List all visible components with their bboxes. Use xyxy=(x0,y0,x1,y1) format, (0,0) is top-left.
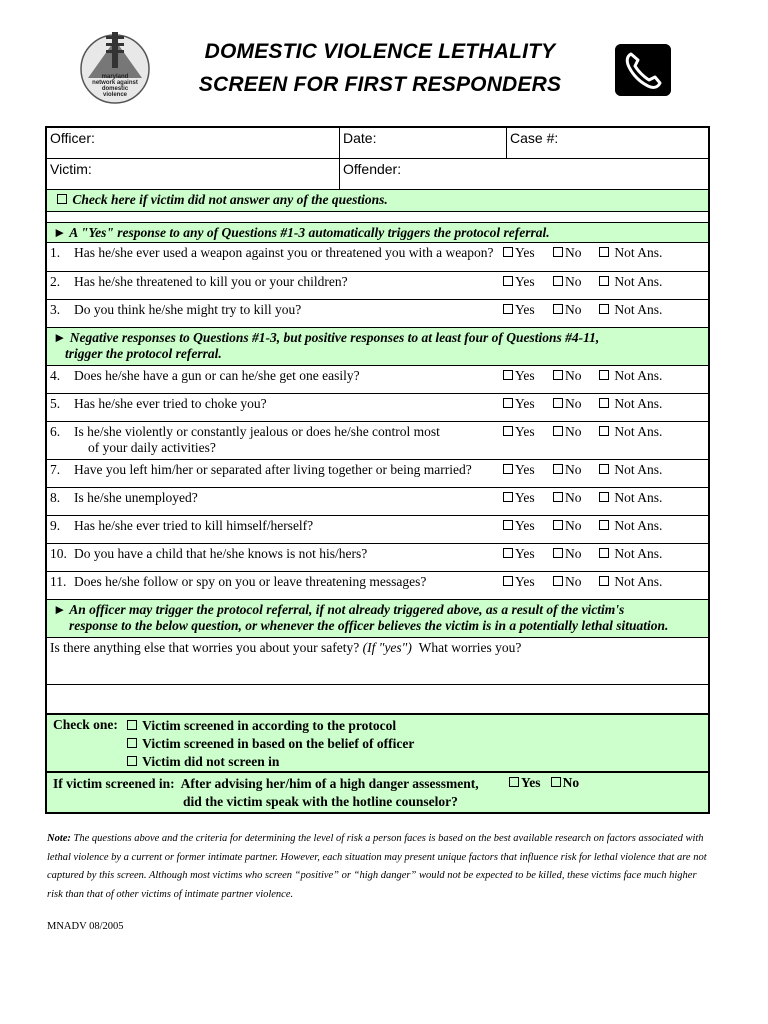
no-label: No xyxy=(565,274,582,289)
no-answer-row xyxy=(47,190,708,212)
question-number: 10. xyxy=(50,546,67,561)
check-one-label: Check one: xyxy=(53,717,118,732)
not-answered-checkbox[interactable] xyxy=(599,520,609,530)
banner-3-text-line2: response to the below question, or whenever the officer believes the victim is in a potentially lethal situation. xyxy=(69,618,669,633)
date-field[interactable]: Date: xyxy=(339,128,506,158)
not-answered-checkbox[interactable] xyxy=(599,464,609,474)
yes-checkbox[interactable] xyxy=(503,370,513,380)
worries-answer-field[interactable] xyxy=(47,685,708,715)
yes-label: Yes xyxy=(515,424,535,439)
case-number-field[interactable]: Case #: xyxy=(506,128,708,158)
no-checkbox[interactable] xyxy=(553,520,563,530)
question-text: Have you left him/her or separated after living together or being married? xyxy=(74,462,472,477)
yes-label: Yes xyxy=(515,462,535,477)
yes-checkbox[interactable] xyxy=(503,304,513,314)
question-row xyxy=(47,243,708,272)
no-label: No xyxy=(565,245,582,260)
not-answered-checkbox[interactable] xyxy=(599,247,609,257)
question-number: 5. xyxy=(50,396,61,411)
not-answered-label: Not Ans. xyxy=(614,368,663,383)
banner-questions-1-3 xyxy=(47,223,708,243)
officer-row xyxy=(47,128,708,159)
not-answered-label: Not Ans. xyxy=(614,396,663,411)
yes-checkbox[interactable] xyxy=(503,464,513,474)
question-row xyxy=(47,300,708,328)
hotline-no-checkbox[interactable] xyxy=(551,777,561,787)
question-row xyxy=(47,272,708,300)
no-checkbox[interactable] xyxy=(553,426,563,436)
screened-in-label: If victim screened in: xyxy=(53,776,175,791)
no-label: No xyxy=(565,424,582,439)
not-answered-label: Not Ans. xyxy=(614,245,663,260)
banner-2-text-line1: ► Negative responses to Questions #1-3, but positive responses to at least four of Questions #4-11, xyxy=(53,330,600,345)
not-answered-label: Not Ans. xyxy=(614,424,663,439)
question-row xyxy=(47,460,708,488)
page-title-line2: SCREEN FOR FIRST RESPONDERS xyxy=(198,73,562,96)
phone-icon xyxy=(615,44,671,96)
question-text: Is he/she unemployed? xyxy=(74,490,198,505)
victim-row xyxy=(47,159,708,190)
no-label: No xyxy=(565,462,582,477)
screened-protocol-label: Victim screened in according to the protocol xyxy=(142,718,397,733)
question-text: Do you have a child that he/she knows is not his/hers? xyxy=(74,546,368,561)
screened-in-line2: did the victim speak with the hotline counselor? xyxy=(183,794,458,809)
question-number: 6. xyxy=(50,424,61,439)
yes-checkbox[interactable] xyxy=(503,492,513,502)
no-answer-label: Check here if victim did not answer any of the questions. xyxy=(72,192,388,207)
question-text: Has he/she ever used a weapon against you or threatened you with a weapon? xyxy=(74,245,494,260)
question-text: Has he/she ever tried to kill himself/herself? xyxy=(74,518,314,533)
yes-label: Yes xyxy=(515,274,535,289)
screened-officer-label: Victim screened in based on the belief of officer xyxy=(142,736,415,751)
question-number: 11. xyxy=(50,574,67,589)
no-checkbox[interactable] xyxy=(553,276,563,286)
not-answered-label: Not Ans. xyxy=(614,274,663,289)
yes-checkbox[interactable] xyxy=(503,247,513,257)
screening-form xyxy=(45,126,710,814)
yes-checkbox[interactable] xyxy=(503,276,513,286)
question-number: 9. xyxy=(50,518,61,533)
not-answered-checkbox[interactable] xyxy=(599,276,609,286)
not-answered-checkbox[interactable] xyxy=(599,576,609,586)
yes-checkbox[interactable] xyxy=(503,520,513,530)
question-number: 4. xyxy=(50,368,61,383)
question-row xyxy=(47,366,708,394)
banner-officer-trigger xyxy=(47,600,708,638)
question-text: Is he/she violently or constantly jealous or does he/she control most xyxy=(74,424,440,439)
note-label: Note: xyxy=(47,833,71,844)
question-row xyxy=(47,516,708,544)
screened-in-line1: After advising her/him of a high danger assessment, xyxy=(180,776,479,791)
hotline-yes-checkbox[interactable] xyxy=(509,777,519,787)
worries-question: Is there anything else that worries you about your safety? xyxy=(50,640,360,655)
yes-label: Yes xyxy=(515,368,535,383)
victim-field[interactable]: Victim: xyxy=(50,161,92,177)
not-screened-checkbox[interactable] xyxy=(127,756,137,766)
form-version: MNADV 08/2005 xyxy=(47,921,124,932)
yes-label: Yes xyxy=(515,302,535,317)
no-label: No xyxy=(565,490,582,505)
no-checkbox[interactable] xyxy=(553,548,563,558)
question-number: 8. xyxy=(50,490,61,505)
note-paragraph xyxy=(47,830,712,904)
banner-questions-4-11 xyxy=(47,328,708,366)
no-checkbox[interactable] xyxy=(553,576,563,586)
screened-protocol-checkbox[interactable] xyxy=(127,720,137,730)
no-answer-checkbox[interactable] xyxy=(57,194,67,204)
check-one-section xyxy=(47,715,708,773)
not-answered-checkbox[interactable] xyxy=(599,548,609,558)
worries-follow-up: What worries you? xyxy=(418,640,522,655)
not-answered-checkbox[interactable] xyxy=(599,426,609,436)
question-text: Does he/she follow or spy on you or leave threatening messages? xyxy=(74,574,427,589)
screened-officer-checkbox[interactable] xyxy=(127,738,137,748)
yes-checkbox[interactable] xyxy=(503,426,513,436)
no-checkbox[interactable] xyxy=(553,464,563,474)
worries-question-row xyxy=(47,638,708,685)
yes-label: Yes xyxy=(515,245,535,260)
question-number: 3. xyxy=(50,302,61,317)
yes-label: Yes xyxy=(515,574,535,589)
yes-label: Yes xyxy=(515,518,535,533)
banner-2-text-line2: trigger the protocol referral. xyxy=(65,346,222,361)
question-row xyxy=(47,394,708,422)
not-answered-label: Not Ans. xyxy=(614,490,663,505)
banner-3-text-line1: ► An officer may trigger the protocol referral, if not already triggered above, as a result of the victim's xyxy=(53,602,625,617)
note-text: The questions above and the criteria for determining the level of risk a person faces is based on the best available research on factors associated with lethal violence by a current or former intimate partner. However, each situation may present unique factors that influence risk for lethal violence that are not captured by this screen. Although most victims who screen “positive” or “high danger” would not be expected to be killed, these victims face much higher risk than that of other victims of intimate partner violence. xyxy=(47,833,707,900)
question-number: 2. xyxy=(50,274,61,289)
header xyxy=(0,0,768,120)
not-answered-checkbox[interactable] xyxy=(599,492,609,502)
no-label: No xyxy=(565,546,582,561)
hotline-no-label: No xyxy=(562,775,580,790)
not-answered-checkbox[interactable] xyxy=(599,304,609,314)
screened-in-section xyxy=(47,773,708,814)
question-text: Has he/she threatened to kill you or your children? xyxy=(74,274,348,289)
question-text: Does he/she have a gun or can he/she get one easily? xyxy=(74,368,360,383)
page-title-line1: DOMESTIC VIOLENCE LETHALITY xyxy=(204,40,556,63)
yes-checkbox[interactable] xyxy=(503,398,513,408)
not-answered-label: Not Ans. xyxy=(614,462,663,477)
not-answered-label: Not Ans. xyxy=(614,518,663,533)
question-number: 7. xyxy=(50,462,61,477)
question-row xyxy=(47,488,708,516)
yes-checkbox[interactable] xyxy=(503,576,513,586)
no-label: No xyxy=(565,396,582,411)
question-number: 1. xyxy=(50,245,61,260)
yes-label: Yes xyxy=(515,490,535,505)
not-answered-checkbox[interactable] xyxy=(599,370,609,380)
no-label: No xyxy=(565,368,582,383)
not-answered-checkbox[interactable] xyxy=(599,398,609,408)
question-text: Has he/she ever tried to choke you? xyxy=(74,396,267,411)
question-text: Do you think he/she might try to kill you? xyxy=(74,302,302,317)
not-answered-label: Not Ans. xyxy=(614,302,663,317)
hotline-yes-label: Yes xyxy=(521,775,541,790)
spacer-row xyxy=(47,212,708,223)
logo-text: maryland network against domestic violence xyxy=(92,74,138,98)
offender-field[interactable]: Offender: xyxy=(339,159,708,189)
not-answered-label: Not Ans. xyxy=(614,546,663,561)
worries-if-yes: (If "yes") xyxy=(362,640,412,655)
yes-checkbox[interactable] xyxy=(503,548,513,558)
no-label: No xyxy=(565,302,582,317)
yes-label: Yes xyxy=(515,396,535,411)
question-row xyxy=(47,422,708,460)
no-checkbox[interactable] xyxy=(553,398,563,408)
no-checkbox[interactable] xyxy=(553,492,563,502)
no-checkbox[interactable] xyxy=(553,370,563,380)
question-text-cont: of your daily activities? xyxy=(88,440,216,455)
banner-1-text: ► A "Yes" response to any of Questions #1-3 automatically triggers the protocol referral. xyxy=(53,225,550,240)
no-checkbox[interactable] xyxy=(553,304,563,314)
not-screened-label: Victim did not screen in xyxy=(142,754,280,769)
no-checkbox[interactable] xyxy=(553,247,563,257)
officer-field[interactable]: Officer: xyxy=(50,130,95,146)
question-row xyxy=(47,544,708,572)
no-label: No xyxy=(565,518,582,533)
not-answered-label: Not Ans. xyxy=(614,574,663,589)
no-label: No xyxy=(565,574,582,589)
yes-label: Yes xyxy=(515,546,535,561)
question-row xyxy=(47,572,708,600)
